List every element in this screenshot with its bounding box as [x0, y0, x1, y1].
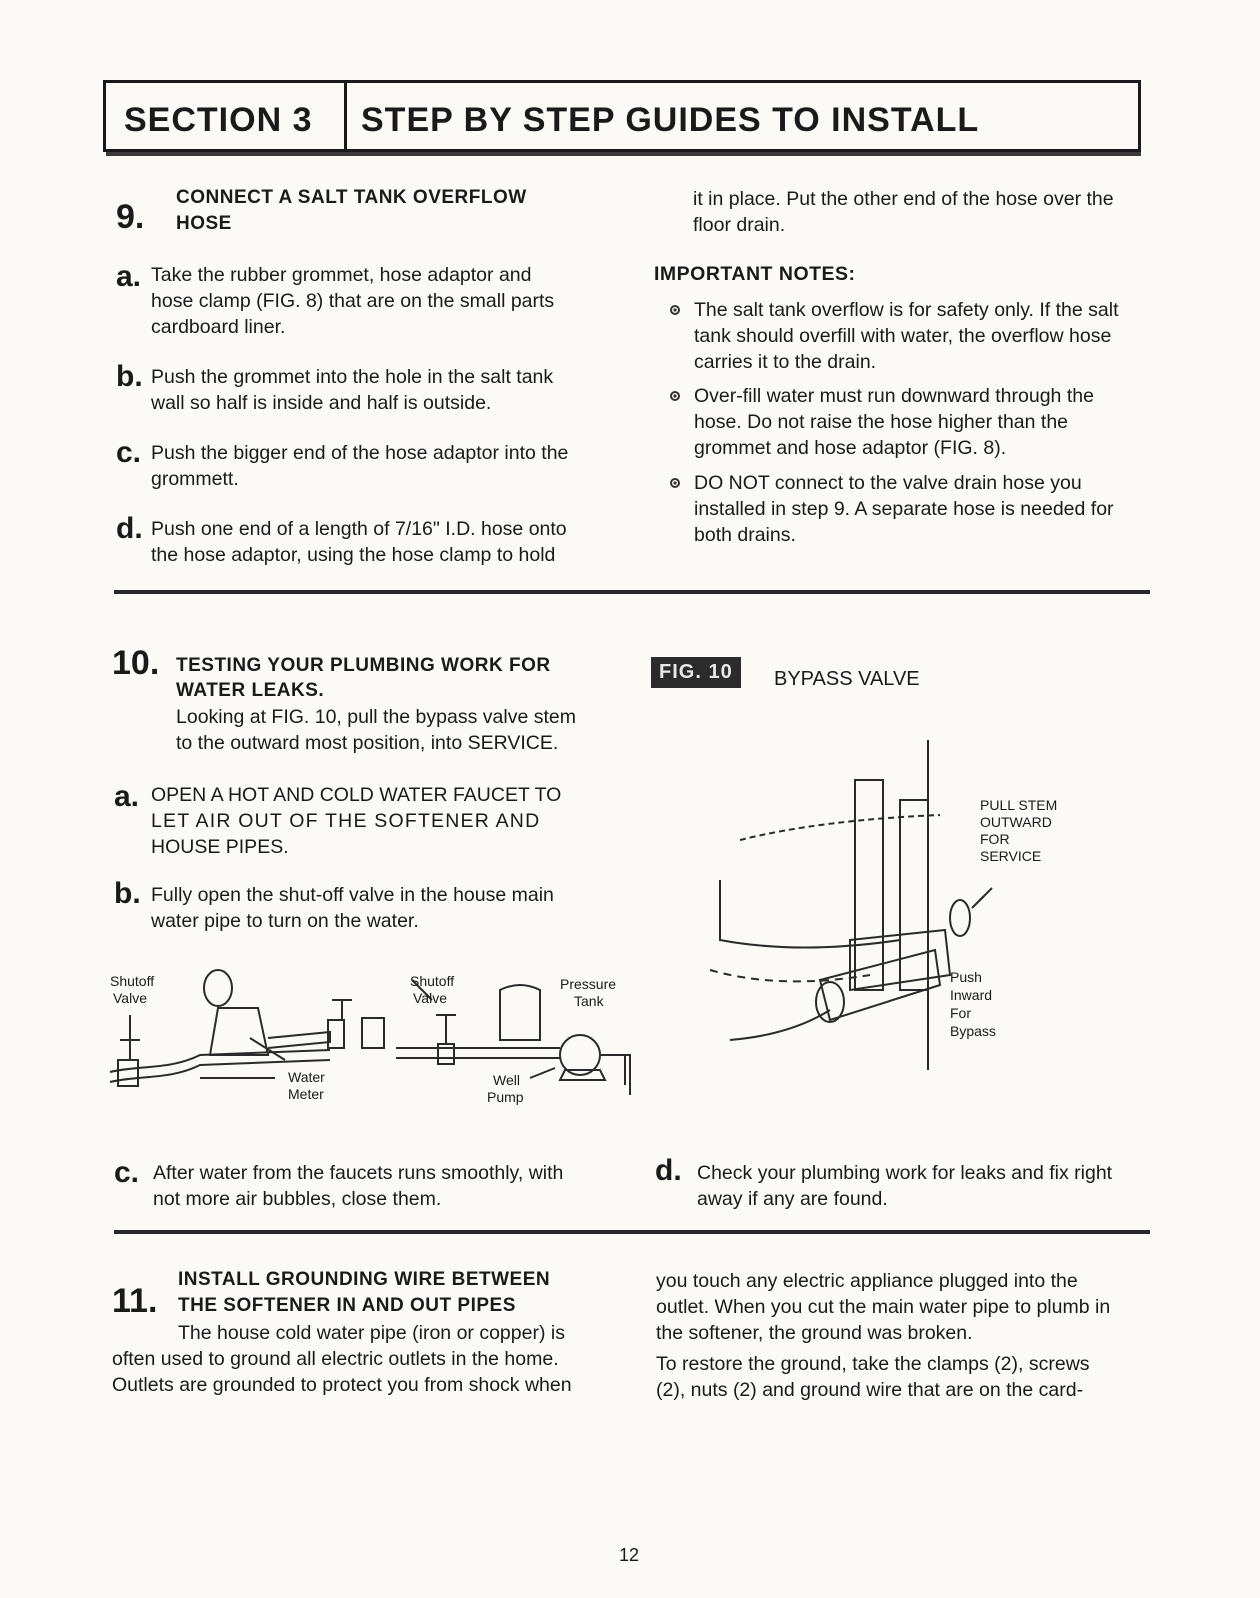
well-pump-label-line1: Well — [493, 1072, 520, 1088]
step-9-item-a-line2: hose clamp (FIG. 8) that are on the small parts — [151, 290, 555, 312]
step-9-item-a-line1: Take the rubber grommet, hose adaptor and — [151, 264, 532, 286]
fig-10-badge: FIG. 10 — [651, 657, 741, 688]
step-11-right-line3: the softener, the ground was broken. — [656, 1322, 973, 1344]
step-11-number: 11. — [112, 1282, 158, 1320]
step-9-continuation-line1: it in place. Put the other end of the hose over the — [693, 188, 1114, 210]
step-9-continuation-line2: floor drain. — [693, 214, 786, 236]
section-title: STEP BY STEP GUIDES TO INSTALL — [361, 101, 980, 139]
step-11-title-line2: THE SOFTENER IN AND OUT PIPES — [178, 1295, 516, 1316]
water-meter-label-line1: Water — [288, 1069, 325, 1085]
pull-stem-label-line1: PULL STEM — [980, 797, 1058, 813]
push-inward-label-line4: Bypass — [950, 1023, 996, 1039]
step-9-title-line1: CONNECT A SALT TANK OVERFLOW — [176, 187, 527, 208]
step-9-item-d-line1: Push one end of a length of 7/16" I.D. hose onto — [151, 518, 567, 540]
step-10-item-b-line2: water pipe to turn on the water. — [151, 910, 419, 932]
header-divider — [344, 83, 347, 149]
note-1-line2: tank should overfill with water, the overflow hose — [694, 325, 1112, 347]
fig-10-caption: BYPASS VALVE — [774, 668, 920, 690]
pull-stem-label-line3: FOR — [980, 831, 1010, 847]
pressure-tank-label-line2: Tank — [574, 993, 604, 1009]
step-10-intro-line2: to the outward most position, into SERVICE. — [176, 732, 559, 754]
shutoff-valve-1-label-line2: Valve — [113, 990, 147, 1006]
note-3-line3: both drains. — [694, 524, 796, 546]
note-bullet-2-icon — [670, 391, 680, 401]
note-3-line1: DO NOT connect to the valve drain hose you — [694, 472, 1082, 494]
section-rule-1 — [114, 590, 1150, 594]
step-10-intro-line1: Looking at FIG. 10, pull the bypass valve stem — [176, 706, 576, 728]
section-header — [103, 80, 1141, 152]
step-10-item-c-line2: not more air bubbles, close them. — [153, 1188, 442, 1210]
step-11-left-line3: Outlets are grounded to protect you from shock when — [112, 1374, 572, 1396]
shutoff-valve-2-label-line1: Shutoff — [410, 973, 455, 989]
step-10-item-c-line1: After water from the faucets runs smoothly, with — [153, 1162, 564, 1184]
step-10-item-d-line2: away if any are found. — [697, 1188, 888, 1210]
header-shadow — [106, 152, 1141, 156]
step-10-title-line2: WATER LEAKS. — [176, 680, 325, 701]
note-2-line1: Over-fill water must run downward through the — [694, 385, 1094, 407]
step-9-item-c-letter: c. — [116, 436, 142, 469]
step-11-right-line4: To restore the ground, take the clamps (2), screws — [656, 1353, 1090, 1375]
push-inward-label-line2: Inward — [950, 987, 993, 1003]
step-9-item-a-line3: cardboard liner. — [151, 316, 286, 338]
step-9-item-c-line1: Push the bigger end of the hose adaptor into the — [151, 442, 569, 464]
step-9-item-c-line2: grommett. — [151, 468, 239, 490]
pull-stem-label-line4: SERVICE — [980, 848, 1042, 864]
step-10-item-d-letter: d. — [655, 1154, 682, 1187]
step-10-item-a-letter: a. — [114, 780, 140, 813]
step-9-item-d-letter: d. — [116, 512, 143, 545]
step-9-item-b-letter: b. — [116, 360, 143, 393]
pressure-tank-label-line1: Pressure — [560, 976, 617, 992]
step-10-item-b-letter: b. — [114, 877, 141, 910]
note-2-line3: grommet and hose adaptor (FIG. 8). — [694, 437, 1007, 459]
step-9-item-d-line2: the hose adaptor, using the hose clamp to hold — [151, 544, 556, 566]
important-notes-heading: IMPORTANT NOTES: — [654, 263, 856, 285]
note-bullet-1-icon — [670, 305, 680, 315]
step-9-number: 9. — [116, 198, 145, 236]
step-11-right-line2: outlet. When you cut the main water pipe to plumb in — [656, 1296, 1111, 1318]
step-11-title-line1: INSTALL GROUNDING WIRE BETWEEN — [178, 1269, 551, 1290]
step-10-item-d-line1: Check your plumbing work for leaks and fix right — [697, 1162, 1113, 1184]
note-2-line2: hose. Do not raise the hose higher than the — [694, 411, 1069, 433]
section-rule-2 — [114, 1230, 1150, 1234]
pull-stem-label-line2: OUTWARD — [980, 814, 1052, 830]
step-10-number: 10. — [112, 644, 160, 682]
section-number: SECTION 3 — [124, 101, 313, 139]
note-3-line2: installed in step 9. A separate hose is needed for — [694, 498, 1114, 520]
step-10-item-a-line3: HOUSE PIPES. — [151, 836, 289, 858]
step-9-item-b-line1: Push the grommet into the hole in the salt tank — [151, 366, 554, 388]
step-9-item-a-letter: a. — [116, 260, 142, 293]
step-11-right-line5: (2), nuts (2) and ground wire that are on the card- — [656, 1379, 1084, 1401]
shutoff-valve-2-label-line2: Valve — [413, 990, 447, 1006]
step-11-left-line1: The house cold water pipe (iron or copper) is — [178, 1322, 565, 1344]
note-1-line3: carries it to the drain. — [694, 351, 877, 373]
step-10-item-c-letter: c. — [114, 1156, 140, 1189]
push-inward-label-line1: Push — [950, 969, 982, 985]
page-number: 12 — [619, 1545, 640, 1565]
step-11-right-line1: you touch any electric appliance plugged into the — [656, 1270, 1078, 1292]
step-9-title-line2: HOSE — [176, 213, 232, 234]
push-inward-label-line3: For — [950, 1005, 971, 1021]
well-pump-label-line2: Pump — [487, 1089, 524, 1105]
step-11-left-line2: often used to ground all electric outlets in the home. — [112, 1348, 559, 1370]
step-10-title-line1: TESTING YOUR PLUMBING WORK FOR — [176, 655, 551, 676]
note-bullet-3-icon — [670, 478, 680, 488]
shutoff-valve-1-label-line1: Shutoff — [110, 973, 155, 989]
step-10-item-a-line2: LET AIR OUT OF THE SOFTENER AND — [151, 810, 541, 832]
note-1-line1: The salt tank overflow is for safety only. If the salt — [694, 299, 1119, 321]
water-meter-label-line2: Meter — [288, 1086, 324, 1102]
step-9-item-b-line2: wall so half is inside and half is outside. — [151, 392, 492, 414]
step-10-item-a-line1: OPEN A HOT AND COLD WATER FAUCET TO — [151, 784, 562, 806]
step-10-item-b-line1: Fully open the shut-off valve in the house main — [151, 884, 554, 906]
